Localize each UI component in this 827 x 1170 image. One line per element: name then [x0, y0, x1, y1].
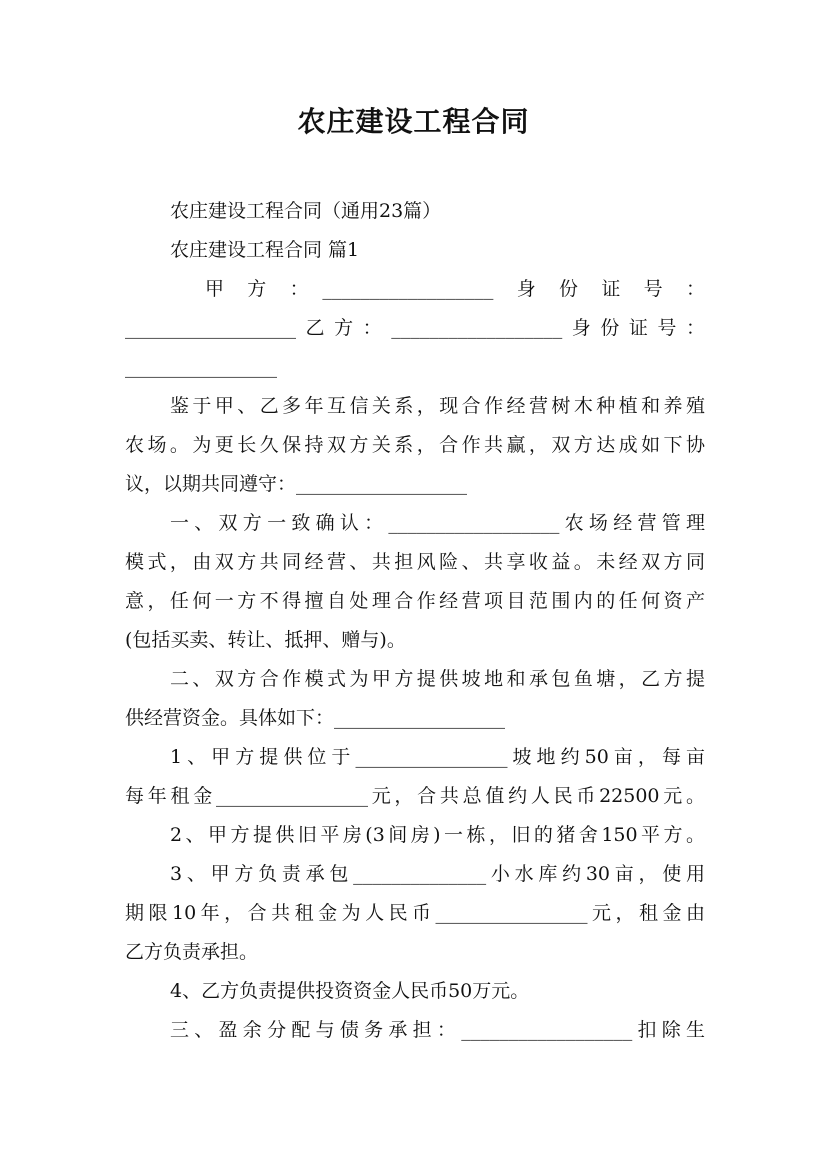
- paragraph-line: 供经营资金。具体如下：__________________: [125, 707, 506, 729]
- party-b-line: __________________乙方：__________________身份证号：: [125, 317, 705, 339]
- document-title: 农庄建设工程合同: [297, 105, 530, 138]
- paragraph-line: 1、甲方提供位于________________坡地约50亩，每亩: [170, 746, 705, 768]
- paragraph-line: 意，任何一方不得擅自处理合作经营项目范围内的任何资产: [125, 590, 705, 612]
- paragraph-line: 模式，由双方共同经营、共担风险、共享收益。未经双方同: [125, 551, 705, 573]
- id-blank-line: ________________: [125, 356, 277, 378]
- paragraph-line: 一、双方一致确认：__________________农场经营管理: [170, 512, 705, 534]
- paragraph-line: 三、盈余分配与债务承担：__________________扣除生: [170, 1019, 705, 1041]
- paragraph-line: 二、双方合作模式为甲方提供坡地和承包鱼塘，乙方提: [170, 668, 705, 690]
- subtitle-line: 农庄建设工程合同（通用23篇）: [170, 200, 442, 222]
- paragraph-line: 4、乙方负责提供投资资金人民币50万元。: [170, 980, 530, 1002]
- paragraph-line: 议，以期共同遵守：__________________: [125, 473, 468, 495]
- paragraph-line: 3、甲方负责承包______________小水库约30亩，使用: [170, 863, 705, 885]
- paragraph-line: 每年租金________________元，合共总值约人民币22500元。: [125, 785, 705, 807]
- section-heading: 农庄建设工程合同 篇1: [170, 239, 360, 261]
- paragraph-line: 期限10年，合共租金为人民币________________元，租金由: [125, 902, 705, 924]
- paragraph-line: (包括买卖、转让、抵押、赠与)。: [125, 629, 406, 651]
- party-a-line: 甲 方 ： __________________ 身 份 证 号 ：: [205, 278, 705, 300]
- paragraph-line: 乙方负责承担。: [125, 941, 259, 963]
- paragraph-line: 农场。为更长久保持双方关系，合作共赢，双方达成如下协: [125, 434, 705, 456]
- paragraph-line: 2、甲方提供旧平房(3间房)一栋，旧的猪舍150平方。: [170, 824, 705, 846]
- paragraph-line: 鉴于甲、乙多年互信关系，现合作经营树木种植和养殖: [170, 395, 705, 417]
